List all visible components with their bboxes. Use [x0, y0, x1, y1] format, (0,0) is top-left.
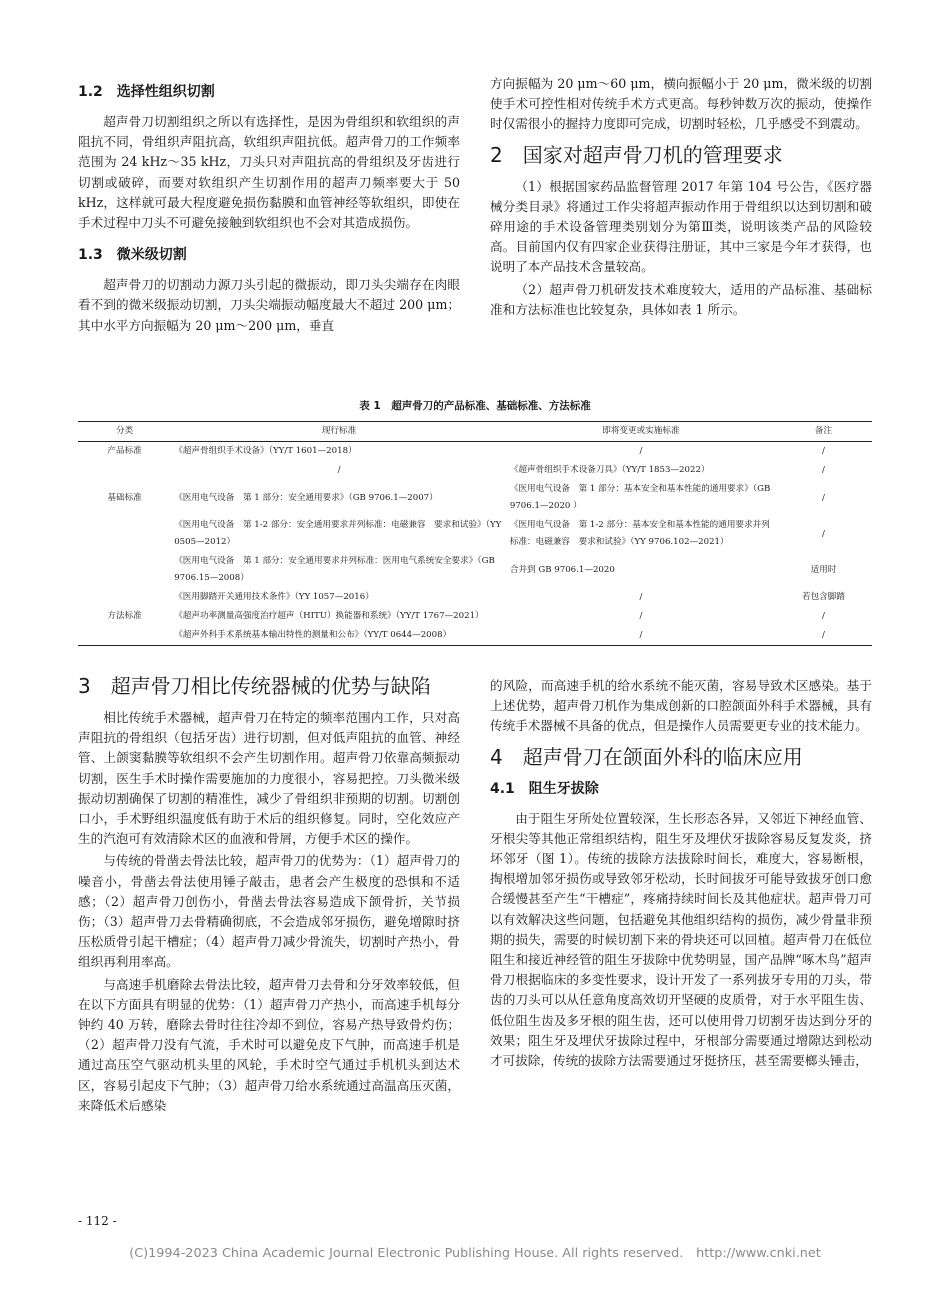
- section-2-heading: 2 国家对超声骨刀机的管理要求: [490, 142, 783, 167]
- cell-upcoming: /: [639, 611, 643, 621]
- cell-category: 方法标准: [107, 611, 142, 621]
- table-row: [78, 442, 872, 462]
- section-3-paragraph-2: 与传统的骨凿去骨法比较，超声骨刀的优势为：（1）超声骨刀的噪音小，骨凿去骨法使用锤子敲击，患者会产生极度的恐惧和不适感；（2）超声骨刀创伤小，骨凿去骨法容易造成下颌骨折，关节损伤；（3）超声骨刀去骨精确彻底，不会造成邻牙损伤，避免增隙时挤压松质骨引起干槽症；（4）超声骨刀减少骨流失，切割时产热小，骨组织再利用率高。: [78, 853, 460, 970]
- cell-category: [78, 516, 171, 552]
- column-3: [78, 672, 460, 1118]
- standards-table: [78, 421, 872, 646]
- cell-current: 《医用电气设备 第 1 部分：安全通用要求并列标准：医用电气系统安全要求》（GB 9706.15—2008）: [174, 556, 495, 583]
- cell-current: 《医用电气设备 第 1-2 部分：安全通用要求并列标准：电磁兼容 要求和试验》（YY 0505—2012）: [174, 520, 502, 547]
- header-upcoming: 即将变更或实施标准: [507, 422, 775, 442]
- cell-note: /: [775, 626, 872, 646]
- cell-note: /: [822, 611, 825, 621]
- column-4: [490, 676, 872, 1073]
- cell-note: /: [822, 492, 825, 503]
- section-2-paragraph-2: （2）超声骨刀机研发技术难度较大，适用的产品标准、基础标准和方法标准也比较复杂，具体如表 1 所示。: [490, 281, 872, 317]
- table-row: [78, 626, 872, 646]
- cell-current: 《医用脚踏开关通用技术条件》（YY 1057—2016）: [174, 592, 374, 602]
- cell-note: /: [822, 528, 825, 539]
- cell-category: [78, 461, 171, 480]
- section-1-3-continued: 方向振幅为 20 μm～60 μm，横向振幅小于 20 μm，微米级的切割使手术可控性相对传统手术方式更高。每秒钟数万次的振动，使操作时仅需很小的握持力度即可完成，切割时轻松，几乎感受不到震动。: [490, 76, 872, 132]
- cell-current: 《医用电气设备 第 1 部分：安全通用要求》（GB 9706.1—2007）: [174, 492, 438, 503]
- section-4-1-paragraph: 由于阻生牙所处位置较深，生长形态各异，又邻近下神经血管、牙根尖等其他正常组织结构，阻生牙及埋伏牙拔除容易反复发炎，挤坏邻牙（图 1）。传统的拔除方法拔除时间长，难度大，容易断根，掏根增加邻牙损伤或导致邻牙松动，长时间拔牙可能导致拔牙创口愈合缓慢甚至产生“干槽症”，疼痛持续时间长及其他症状。超声骨刀可以有效解决这些问题，包括避免其他组织结构的损伤，减少骨量非预期的损失，需要的时候切割下来的骨块还可以回植。超声骨刀在低位阻生和接近神经管的阻生牙拔除中优势明显，国产品牌“啄木鸟”超声骨刀根据临床的多变性要求，设计开发了一系列拔牙专用的刀头，带齿的刀头可以从任意角度高效切开坚硬的皮质骨，对于水平阻生齿、低位阻生齿及多牙根的阻生齿，还可以使用骨刀切割牙齿达到分牙的效果；阻生牙及埋伏牙拔除过程中，牙根部分需要通过增隙达到松动才可拔除，传统的拔除方法需要通过牙挺挤压，甚至需要榔头锤击，: [490, 810, 872, 1069]
- table-row: [78, 588, 872, 607]
- cell-current: 《超声骨组织手术设备》（YY/T 1601—2018）: [174, 446, 357, 456]
- cell-upcoming: 合并到 GB 9706.1—2020: [509, 564, 615, 575]
- cell-note: 适用时: [810, 564, 837, 575]
- cell-upcoming: /: [639, 446, 643, 456]
- section-3-paragraph-1: 相比传统手术器械，超声骨刀在特定的频率范围内工作，只对高声阻抗的骨组织（包括牙齿）进行切割，但对低声阻抗的血管、神经管、上颌窦黏膜等软组织不会产生切割作用。超声骨刀依靠高频振动切割，医生手术时操作需要施加的力度很小，容易把控。刀头微米级振动切割确保了切割的精准性，减少了骨组织非预期的切割。切割创口小，手术野组织温度低有助于术后的组织修复。同时，空化效应产生的汽泡可有效清除术区的血液和骨屑，方便手术区的操作。: [78, 710, 460, 847]
- section-4-heading: 4 超声骨刀在颌面外科的临床应用: [490, 744, 803, 769]
- table-row: [78, 607, 872, 626]
- section-3-continued: 的风险，而高速手机的给水系统不能灭菌，容易导致术区感染。基于上述优势，超声骨刀机作为集成创新的口腔颌面外科手术器械，具有传统手术器械不具备的优点，但是操作人员需要更专业的技术能力。: [490, 678, 872, 734]
- cell-upcoming: /: [507, 626, 775, 646]
- cell-category: [78, 588, 171, 607]
- section-1-3-heading: 1.3 微米级切割: [78, 247, 187, 264]
- section-3-paragraph-3: 与高速手机磨除去骨法比较，超声骨刀去骨和分牙效率较低，但在以下方面具有明显的优势：（1）超声骨刀产热小，而高速手机每分钟约 40 万转，磨除去骨时往往冷却不到位，容易产热导致骨灼伤；（2）超声骨刀没有气流，手术时可以避免皮下气肿，而高速手机是通过高压空气驱动机头里的风轮，手术时空气通过手机机头到达术区，容易引起皮下气肿；（3）超声骨刀给水系统通过高温高压灭菌，来降低术后感染: [78, 976, 460, 1113]
- section-2-paragraph-1: （1）根据国家药品监督管理 2017 年第 104 号公告，《医疗器械分类目录》将通过工作尖将超声振动作用于骨组织以达到切割和破碎用途的手术设备管理类别划分为第Ⅲ类，说明该类产品的风险较高。目前国内仅有四家企业获得注册证，其中三家是今年才获得，也说明了本产品技术含量较高。: [490, 178, 872, 275]
- table-row: [78, 552, 872, 588]
- cell-category: 基础标准: [107, 492, 142, 503]
- cell-category: 产品标准: [107, 446, 142, 456]
- table-header-row: [78, 422, 872, 442]
- cell-upcoming: /: [639, 592, 643, 602]
- section-1-2-heading: 1.2 选择性组织切割: [78, 84, 215, 100]
- table-row: [78, 480, 872, 516]
- cell-current: 《超声外科手术系统基本输出特性的测量和公布》（YY/T 0644—2008）: [171, 626, 507, 646]
- header-current: 现行标准: [171, 422, 507, 442]
- section-1-2-paragraph: 超声骨刀切割组织之所以有选择性，是因为骨组织和软组织的声阻抗不同，骨组织声阻抗高，软组织声阻抗低。超声骨刀的工作频率范围为 24 kHz～35 kHz，刀头只对声阻抗高的骨组织及牙齿进行切割或破碎，而要对软组织产生切割作用的超声刀频率要大于 50 kHz，这样就可最大程度避免损伤黏膜和血管神经等软组织，即使在手术过程中刀头不可避免接触到软组织也不会对其造成损伤。: [78, 114, 460, 231]
- cell-category: [78, 626, 171, 646]
- cell-current: 《超声功率测量高强度治疗超声（HITU）换能器和系统》（YY/T 1767—2021）: [174, 611, 484, 621]
- section-3-heading: 3 超声骨刀相比传统器械的优势与缺陷: [78, 674, 431, 698]
- cell-upcoming: 《医用电气设备 第 1-2 部分：基本安全和基本性能的通用要求并列标准：电磁兼容 要求和试验》（YY 9706.102—2021）: [509, 520, 770, 547]
- cell-upcoming: 《超声骨组织手术设备刀具》（YY/T 1853—2022）: [509, 465, 710, 475]
- column-2: [490, 74, 872, 322]
- cell-category: [78, 552, 171, 588]
- column-1: [78, 78, 460, 338]
- cell-current: /: [337, 465, 341, 475]
- section-1-3-paragraph: 超声骨刀的切割动力源刀头引起的微振动，即刀头尖端存在肉眼看不到的微米级振动切割，刀头尖端振动幅度最大不超过 200 μm；其中水平方向振幅为 20 μm～200 μm，垂直: [78, 277, 460, 333]
- cell-note: /: [822, 446, 825, 456]
- cell-note: 若包含脚踏: [801, 592, 845, 602]
- header-category: 分类: [78, 422, 171, 442]
- standards-table-block: [78, 398, 872, 646]
- cell-upcoming: 《医用电气设备 第 1 部分：基本安全和基本性能的通用要求》（GB 9706.1—2020 ）: [509, 484, 771, 511]
- cell-note: /: [822, 465, 825, 475]
- section-4-1-heading: 4.1 阻生牙拔除: [490, 780, 599, 797]
- page-number: - 112 -: [78, 1214, 117, 1228]
- table-row: [78, 461, 872, 480]
- table-row: [78, 516, 872, 552]
- table-caption: 表 1 超声骨刀的产品标准、基础标准、方法标准: [359, 400, 591, 412]
- header-note: 备注: [775, 422, 872, 442]
- copyright-footer: (C)1994-2023 China Academic Journal Electronic Publishing House. All rights reserved. http://www.cnki.net: [129, 1246, 821, 1261]
